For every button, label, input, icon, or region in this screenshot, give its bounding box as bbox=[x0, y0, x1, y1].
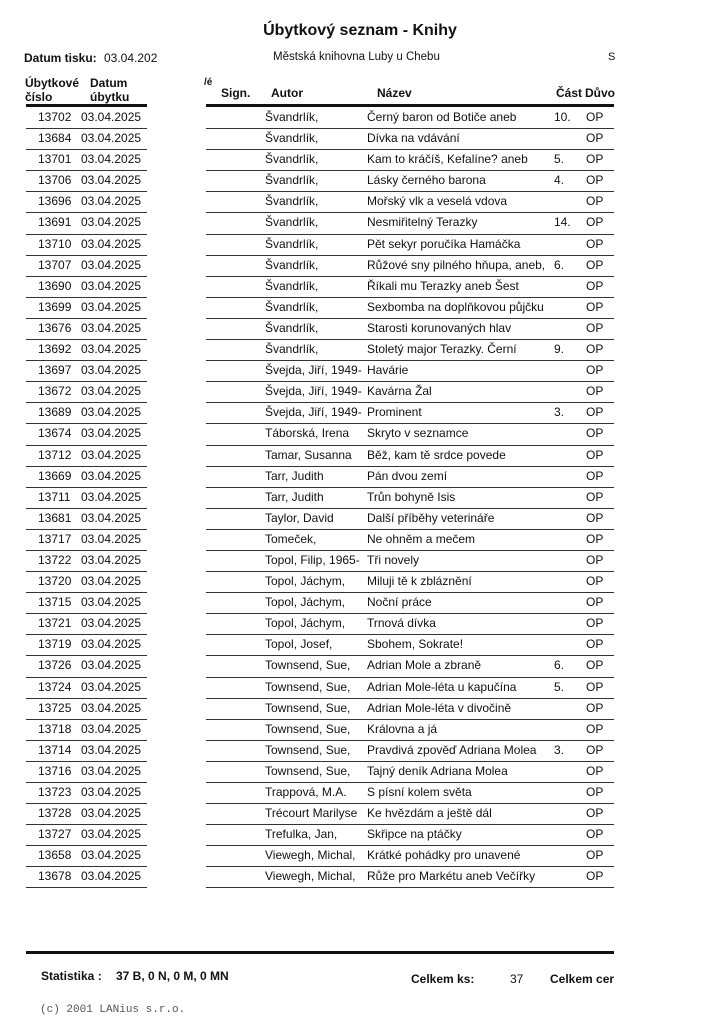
table-row bbox=[0, 699, 724, 720]
cell-date: 03.04.2025 bbox=[81, 742, 142, 757]
cell-title: Pán dvou zemí bbox=[367, 468, 448, 483]
cell-title: Starosti korunovaných hlav bbox=[367, 320, 512, 335]
table-row bbox=[0, 656, 724, 677]
table-row bbox=[0, 825, 724, 846]
cell-number: 13676 bbox=[38, 320, 72, 335]
cell-number: 13727 bbox=[38, 827, 72, 842]
cell-number: 13674 bbox=[38, 426, 72, 441]
cell-reason: OP bbox=[586, 489, 604, 504]
cell-number: 13692 bbox=[38, 342, 72, 357]
cell-part: 5. bbox=[554, 679, 565, 694]
table-row bbox=[0, 467, 724, 488]
cell-number: 13658 bbox=[38, 848, 72, 863]
cell-author: Townsend, Sue, bbox=[265, 679, 351, 694]
cell-author: Švandrlík, bbox=[265, 173, 319, 188]
table-row bbox=[0, 593, 724, 614]
cell-number: 13691 bbox=[38, 215, 72, 230]
cell-date: 03.04.2025 bbox=[81, 510, 142, 525]
cell-author: Townsend, Sue, bbox=[265, 721, 351, 736]
cell-reason: OP bbox=[586, 299, 604, 314]
cell-reason: OP bbox=[586, 320, 604, 335]
cell-title: Trůn bohyně Isis bbox=[367, 489, 456, 504]
cell-title: Skřipce na ptáčky bbox=[367, 827, 462, 842]
cell-number: 13718 bbox=[38, 721, 72, 736]
table-row bbox=[0, 277, 724, 298]
row-rule bbox=[206, 887, 614, 888]
cell-date: 03.04.2025 bbox=[81, 152, 142, 167]
cell-reason: OP bbox=[586, 700, 604, 715]
table-row bbox=[0, 678, 724, 699]
cell-date: 03.04.2025 bbox=[81, 131, 142, 146]
cell-author: Townsend, Sue, bbox=[265, 763, 351, 778]
cell-part: 6. bbox=[554, 658, 565, 673]
cell-number: 13723 bbox=[38, 785, 72, 799]
total-count-value: 37 bbox=[510, 972, 524, 986]
cell-number: 13724 bbox=[38, 679, 72, 694]
cell-author: Tamar, Susanna bbox=[265, 447, 352, 462]
column-header-author: Autor bbox=[271, 86, 303, 100]
cell-author: Topol, Jáchym, bbox=[265, 574, 346, 589]
cell-title: Pravdivá zpověď Adriana Molea bbox=[367, 742, 537, 757]
cell-author: Švandrlík, bbox=[265, 152, 319, 167]
cell-author: Tarr, Judith bbox=[265, 468, 324, 483]
cell-date: 03.04.2025 bbox=[81, 658, 142, 673]
cell-number: 13702 bbox=[38, 110, 72, 124]
cell-reason: OP bbox=[586, 426, 604, 441]
cell-number: 13716 bbox=[38, 763, 72, 778]
cell-number: 13699 bbox=[38, 299, 72, 314]
table-row bbox=[0, 319, 724, 340]
cell-date: 03.04.2025 bbox=[81, 700, 142, 715]
cell-author: Švandrlík, bbox=[265, 342, 319, 357]
table-row bbox=[0, 509, 724, 530]
cell-title: Růžové sny pilného hňupa, aneb, bbox=[367, 257, 546, 272]
cell-author: Švandrlík, bbox=[265, 257, 319, 272]
column-header-part: Část bbox=[556, 86, 583, 100]
cell-author: Tarr, Judith bbox=[265, 489, 324, 504]
cut-off-header-text: S bbox=[608, 51, 616, 63]
cell-reason: OP bbox=[586, 278, 604, 293]
cell-author: Švandrlík, bbox=[265, 236, 319, 251]
cell-date: 03.04.2025 bbox=[81, 236, 142, 251]
cell-date: 03.04.2025 bbox=[81, 405, 142, 420]
cell-title: Krátké pohádky pro unavené bbox=[367, 848, 521, 863]
cell-title: Říkali mu Terazky aneb Šest bbox=[367, 278, 519, 293]
cell-reason: OP bbox=[586, 531, 604, 546]
cell-title: Prominent bbox=[367, 405, 422, 420]
cell-title: Ke hvězdám a ještě dál bbox=[367, 806, 492, 821]
cell-title: Lásky černého barona bbox=[367, 173, 486, 188]
document-title: Úbytkový seznam - Knihy bbox=[263, 22, 457, 39]
cell-date: 03.04.2025 bbox=[81, 574, 142, 589]
table-row bbox=[0, 235, 724, 256]
cell-date: 03.04.2025 bbox=[81, 468, 142, 483]
cell-title: Skryto v seznamce bbox=[367, 426, 469, 441]
cell-title: Trnová dívka bbox=[367, 616, 436, 631]
table-row bbox=[0, 762, 724, 783]
cell-reason: OP bbox=[586, 363, 604, 378]
cell-author: Townsend, Sue, bbox=[265, 742, 351, 757]
cell-date: 03.04.2025 bbox=[81, 194, 142, 209]
cell-date: 03.04.2025 bbox=[81, 552, 142, 567]
cell-date: 03.04.2025 bbox=[81, 827, 142, 842]
cell-number: 13706 bbox=[38, 173, 72, 188]
cell-date: 03.04.2025 bbox=[81, 426, 142, 441]
cell-reason: OP bbox=[586, 742, 604, 757]
cell-author: Topol, Filip, 1965- bbox=[265, 552, 360, 567]
cell-author: Townsend, Sue, bbox=[265, 658, 351, 673]
cell-title: Další příběhy veterináře bbox=[367, 510, 495, 525]
cell-title: Černý baron od Botiče aneb bbox=[367, 110, 517, 124]
cell-date: 03.04.2025 bbox=[81, 489, 142, 504]
cell-title: Sbohem, Sokrate! bbox=[367, 637, 464, 652]
cell-title: Dívka na vdávání bbox=[367, 131, 460, 146]
cell-number: 13722 bbox=[38, 552, 72, 567]
cell-author: Švandrlík, bbox=[265, 110, 319, 124]
total-cut-label: Celkem cer bbox=[550, 972, 615, 986]
table-row bbox=[0, 403, 724, 424]
cell-author: Viewegh, Michal, bbox=[265, 848, 356, 863]
table-row bbox=[0, 867, 724, 888]
cell-number: 13726 bbox=[38, 658, 72, 673]
cell-number: 13717 bbox=[38, 531, 72, 546]
table-row bbox=[0, 361, 724, 382]
cell-author: Topol, Jáchym, bbox=[265, 595, 346, 610]
cell-reason: OP bbox=[586, 806, 604, 821]
cell-part: 4. bbox=[554, 173, 565, 188]
library-name: Městská knihovna Luby u Chebu bbox=[273, 51, 440, 63]
cell-author: Švejda, Jiří, 1949- bbox=[265, 384, 362, 399]
cell-reason: OP bbox=[586, 637, 604, 652]
cell-number: 13689 bbox=[38, 405, 72, 420]
cell-author: Topol, Jáchym, bbox=[265, 616, 346, 631]
cell-part: 3. bbox=[554, 405, 565, 420]
table-row bbox=[0, 382, 724, 403]
cell-number: 13725 bbox=[38, 700, 72, 715]
cell-author: Švandrlík, bbox=[265, 194, 319, 209]
cell-date: 03.04.2025 bbox=[81, 110, 142, 124]
cell-reason: OP bbox=[586, 574, 604, 589]
cell-reason: OP bbox=[586, 342, 604, 357]
cell-date: 03.04.2025 bbox=[81, 278, 142, 293]
header-rule bbox=[206, 104, 614, 107]
cell-reason: OP bbox=[586, 384, 604, 399]
table-row bbox=[0, 424, 724, 445]
column-header-title: Název bbox=[377, 86, 412, 100]
cell-reason: OP bbox=[586, 468, 604, 483]
table-row bbox=[0, 298, 724, 319]
statistics-value: 37 B, 0 N, 0 M, 0 MN bbox=[116, 969, 229, 983]
cell-reason: OP bbox=[586, 215, 604, 230]
cell-reason: OP bbox=[586, 173, 604, 188]
cell-date: 03.04.2025 bbox=[81, 257, 142, 272]
cell-date: 03.04.2025 bbox=[81, 869, 142, 884]
column-header-reason: Důvo bbox=[585, 86, 615, 100]
cell-author: Švandrlík, bbox=[265, 320, 319, 335]
print-date: 03.04.202 bbox=[104, 51, 158, 65]
cell-number: 13678 bbox=[38, 869, 72, 884]
cell-author: Trécourt Marilyse bbox=[265, 806, 358, 821]
cell-author: Trappová, M.A. bbox=[265, 785, 347, 799]
cell-title: Růže pro Markétu aneb Večířky bbox=[367, 869, 536, 884]
column-header-number: Úbytkové číslo bbox=[25, 76, 80, 104]
cell-part: 6. bbox=[554, 257, 565, 272]
cell-number: 13712 bbox=[38, 447, 72, 462]
cell-date: 03.04.2025 bbox=[81, 679, 142, 694]
cell-reason: OP bbox=[586, 152, 604, 167]
print-date-label: Datum tisku: bbox=[24, 51, 97, 65]
cell-number: 13715 bbox=[38, 595, 72, 610]
table-row bbox=[0, 171, 724, 192]
cell-number: 13684 bbox=[38, 131, 72, 146]
cell-reason: OP bbox=[586, 785, 604, 799]
cell-number: 13711 bbox=[38, 489, 71, 504]
column-header-cut: /é bbox=[204, 77, 213, 88]
statistics-label: Statistika : bbox=[41, 969, 102, 983]
cell-reason: OP bbox=[586, 447, 604, 462]
cell-number: 13728 bbox=[38, 806, 72, 821]
table-row bbox=[0, 192, 724, 213]
cell-reason: OP bbox=[586, 236, 604, 251]
cell-date: 03.04.2025 bbox=[81, 616, 142, 631]
cell-date: 03.04.2025 bbox=[81, 785, 142, 799]
table-row bbox=[0, 256, 724, 277]
cell-date: 03.04.2025 bbox=[81, 763, 142, 778]
cell-title: Adrian Mole-léta u kapučína bbox=[367, 679, 517, 694]
cell-title: Běž, kam tě srdce povede bbox=[367, 447, 506, 462]
table-row bbox=[0, 741, 724, 762]
cell-part: 5. bbox=[554, 152, 565, 167]
header-rule bbox=[26, 104, 147, 107]
cell-author: Švejda, Jiří, 1949- bbox=[265, 363, 362, 378]
cell-date: 03.04.2025 bbox=[81, 384, 142, 399]
table-row bbox=[0, 551, 724, 572]
cell-reason: OP bbox=[586, 405, 604, 420]
cell-title: Pět sekyr poručíka Hamáčka bbox=[367, 236, 521, 251]
cell-number: 13720 bbox=[38, 574, 72, 589]
cell-date: 03.04.2025 bbox=[81, 173, 142, 188]
cell-title: Mořský vlk a veselá vdova bbox=[367, 194, 508, 209]
cell-title: Noční práce bbox=[367, 595, 432, 610]
cell-reason: OP bbox=[586, 658, 604, 673]
table-row bbox=[0, 213, 724, 234]
cell-date: 03.04.2025 bbox=[81, 721, 142, 736]
cell-title: Tajný deník Adriana Molea bbox=[367, 763, 508, 778]
cell-author: Townsend, Sue, bbox=[265, 700, 351, 715]
cell-reason: OP bbox=[586, 763, 604, 778]
cell-author: Švejda, Jiří, 1949- bbox=[265, 405, 362, 420]
table-row bbox=[0, 446, 724, 467]
cell-date: 03.04.2025 bbox=[81, 637, 142, 652]
cell-reason: OP bbox=[586, 131, 604, 146]
cell-date: 03.04.2025 bbox=[81, 299, 142, 314]
cell-author: Tomeček, bbox=[265, 531, 317, 546]
cell-part: 3. bbox=[554, 742, 565, 757]
cell-number: 13681 bbox=[38, 510, 72, 525]
cell-title: Ne ohněm a mečem bbox=[367, 531, 476, 546]
cell-date: 03.04.2025 bbox=[81, 215, 142, 230]
cell-title: Kavárna Žal bbox=[367, 384, 432, 399]
cell-title: Miluji tě k zbláznění bbox=[367, 574, 472, 589]
cell-date: 03.04.2025 bbox=[81, 447, 142, 462]
cell-author: Švandrlík, bbox=[265, 215, 319, 230]
column-header-date: Datum úbytku bbox=[90, 76, 130, 104]
cell-date: 03.04.2025 bbox=[81, 806, 142, 821]
cell-number: 13669 bbox=[38, 468, 72, 483]
cell-reason: OP bbox=[586, 848, 604, 863]
table-row bbox=[0, 635, 724, 656]
row-rule bbox=[26, 887, 147, 888]
cell-author: Švandrlík, bbox=[265, 299, 319, 314]
cell-title: Tři novely bbox=[367, 552, 420, 567]
table-row bbox=[0, 846, 724, 867]
table-row bbox=[0, 488, 724, 509]
cell-number: 13714 bbox=[38, 742, 72, 757]
table-row bbox=[0, 614, 724, 635]
table-row bbox=[0, 572, 724, 593]
column-header-signature: Sign. bbox=[221, 86, 251, 100]
table-row bbox=[0, 783, 724, 804]
cell-reason: OP bbox=[586, 595, 604, 610]
cell-date: 03.04.2025 bbox=[81, 595, 142, 610]
footer-rule bbox=[26, 951, 614, 954]
cell-number: 13719 bbox=[38, 637, 72, 652]
cell-number: 13710 bbox=[38, 236, 72, 251]
table-row bbox=[0, 129, 724, 150]
cell-number: 13696 bbox=[38, 194, 72, 209]
cell-date: 03.04.2025 bbox=[81, 363, 142, 378]
cell-date: 03.04.2025 bbox=[81, 320, 142, 335]
cell-title: Královna a já bbox=[367, 721, 438, 736]
cell-number: 13707 bbox=[38, 257, 72, 272]
table-row bbox=[0, 530, 724, 551]
total-count-label: Celkem ks: bbox=[411, 972, 475, 986]
table-row bbox=[0, 108, 724, 129]
copyright-notice: (c) 2001 LANius s.r.o. bbox=[40, 1004, 186, 1016]
cell-part: 10. bbox=[554, 110, 571, 124]
cell-author: Táborská, Irena bbox=[265, 426, 350, 441]
cell-author: Trefulka, Jan, bbox=[265, 827, 338, 842]
cell-date: 03.04.2025 bbox=[81, 342, 142, 357]
cell-reason: OP bbox=[586, 616, 604, 631]
cell-author: Taylor, David bbox=[265, 510, 334, 525]
removal-table bbox=[0, 108, 724, 888]
cell-title: Havárie bbox=[367, 363, 409, 378]
cell-reason: OP bbox=[586, 257, 604, 272]
table-row bbox=[0, 804, 724, 825]
cell-date: 03.04.2025 bbox=[81, 531, 142, 546]
table-row bbox=[0, 720, 724, 741]
cell-number: 13701 bbox=[38, 152, 72, 167]
cell-title: Nesmiřitelný Terazky bbox=[367, 215, 478, 230]
cell-part: 14. bbox=[554, 215, 571, 230]
cell-author: Topol, Josef, bbox=[265, 637, 333, 652]
cell-title: Kam to kráčíš, Kefalíne? aneb bbox=[367, 152, 528, 167]
cell-number: 13690 bbox=[38, 278, 72, 293]
cell-reason: OP bbox=[586, 679, 604, 694]
cell-date: 03.04.2025 bbox=[81, 848, 142, 863]
table-row bbox=[0, 340, 724, 361]
cell-number: 13721 bbox=[38, 616, 72, 631]
cell-part: 9. bbox=[554, 342, 565, 357]
cell-title: S písní kolem světa bbox=[367, 785, 472, 799]
table-row bbox=[0, 150, 724, 171]
cell-title: Stoletý major Terazky. Černí bbox=[367, 342, 517, 357]
cell-title: Sexbomba na doplňkovou půjčku bbox=[367, 299, 544, 314]
cell-reason: OP bbox=[586, 827, 604, 842]
cell-title: Adrian Mole a zbraně bbox=[367, 658, 482, 673]
cell-title: Adrian Mole-léta v divočině bbox=[367, 700, 512, 715]
cell-number: 13697 bbox=[38, 363, 72, 378]
cell-author: Švandrlík, bbox=[265, 131, 319, 146]
cell-reason: OP bbox=[586, 552, 604, 567]
cell-reason: OP bbox=[586, 510, 604, 525]
cell-author: Viewegh, Michal, bbox=[265, 869, 356, 884]
cell-number: 13672 bbox=[38, 384, 72, 399]
cell-reason: OP bbox=[586, 110, 604, 124]
cell-reason: OP bbox=[586, 194, 604, 209]
cell-reason: OP bbox=[586, 721, 604, 736]
cell-reason: OP bbox=[586, 869, 604, 884]
cell-author: Švandrlík, bbox=[265, 278, 319, 293]
